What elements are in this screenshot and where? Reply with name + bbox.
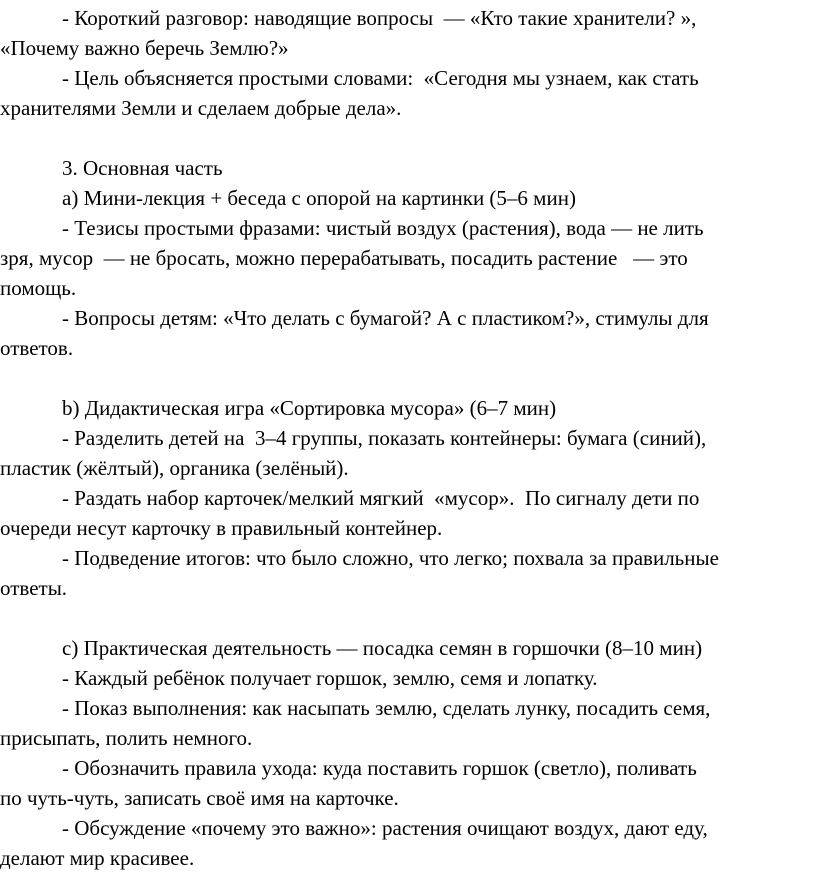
text-line: зря, мусор — не бросать, можно перерабатывать, посадить растение — это xyxy=(0,246,688,270)
text-line: помощь. xyxy=(0,276,77,300)
text-line: делают мир красивее. xyxy=(0,846,195,870)
subsection-heading: а) Мини-лекция + беседа с опорой на картинки (5–6 мин) xyxy=(62,186,576,210)
text-line: - Обозначить правила ухода: куда поставить горшок (светло), поливать xyxy=(62,756,697,780)
text-line: по чуть-чуть, записать своё имя на карточке. xyxy=(0,786,399,810)
section-heading: 3. Основная часть xyxy=(62,156,223,180)
text-line: пластик (жёлтый), органика (зелёный). xyxy=(0,456,349,480)
subsection-heading: b) Дидактическая игра «Сортировка мусора» (6–7 мин) xyxy=(62,396,557,420)
text-line: - Тезисы простыми фразами: чистый воздух (растения), вода — не лить xyxy=(62,216,704,240)
text-line: «Почему важно беречь Землю?» xyxy=(0,36,289,60)
text-line: - Раздать набор карточек/мелкий мягкий «мусор». По сигналу дети по xyxy=(62,486,700,510)
text-line: ответов. xyxy=(0,336,74,360)
text-line: присыпать, полить немного. xyxy=(0,726,253,750)
text-line: - Цель объясняется простыми словами: «Сегодня мы узнаем, как стать xyxy=(62,66,699,90)
subsection-heading: c) Практическая деятельность — посадка семян в горшочки (8–10 мин) xyxy=(62,636,703,660)
text-line: - Показ выполнения: как насыпать землю, сделать лунку, посадить семя, xyxy=(62,696,711,720)
text-line: - Каждый ребёнок получает горшок, землю, семя и лопатку. xyxy=(62,666,598,690)
text-line: хранителями Земли и сделаем добрые дела». xyxy=(0,96,402,120)
text-line: - Подведение итогов: что было сложно, что легко; похвала за правильные xyxy=(62,546,719,570)
text-line: очереди несут карточку в правильный контейнер. xyxy=(0,516,443,540)
text-line: - Разделить детей на 3–4 группы, показать контейнеры: бумага (синий), xyxy=(62,426,707,450)
text-line: - Обсуждение «почему это важно»: растения очищают воздух, дают еду, xyxy=(62,816,708,840)
text-line: ответы. xyxy=(0,576,68,600)
text-line: - Короткий разговор: наводящие вопросы — «Кто такие хранители? », xyxy=(62,6,697,30)
text-line: - Вопросы детям: «Что делать с бумагой? А с пластиком?», стимулы для xyxy=(62,306,709,330)
